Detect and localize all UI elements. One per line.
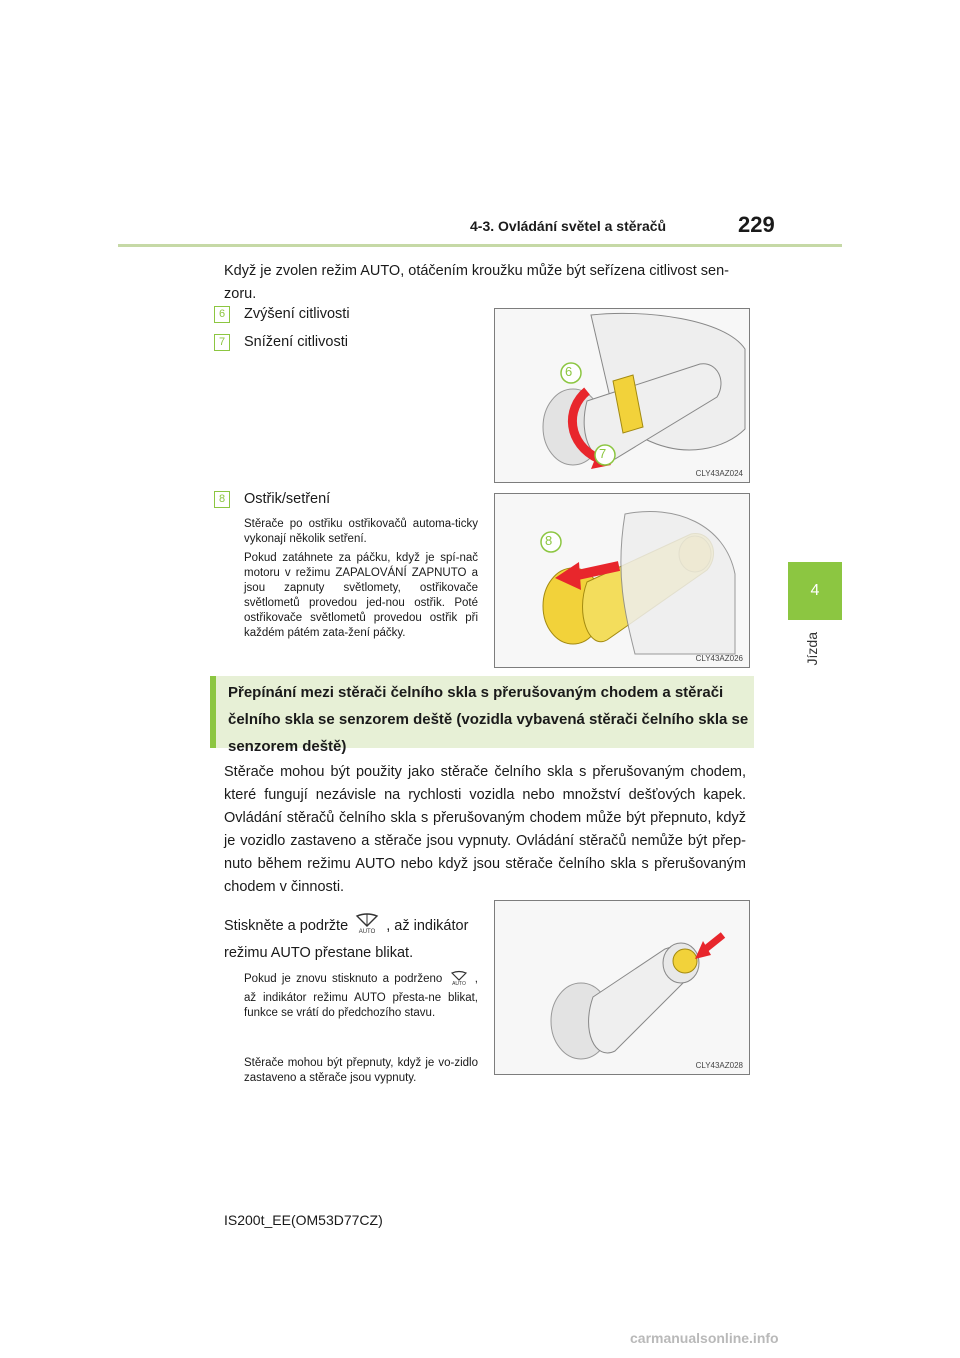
section-title: 4-3. Ovládání světel a stěračů: [470, 218, 667, 234]
press-hold-before: Stiskněte a podržte: [224, 918, 349, 934]
auto-wiper-icon: [352, 912, 382, 942]
note-auto-1-after: , až indikátor režimu AUTO přesta-ne blikat, funkce se vrátí do předchozího stavu.: [244, 973, 478, 1019]
note-wash-2: Pokud zatáhnete za páčku, když je spí-nač motoru v režimu ZAPALOVÁNÍ ZAPNUTO a jsou zapnuty světlomety, ostřikovače světlometů provedou jed-nou ostřik. Poté ostřikovače světlometů provedou ostřik při každém pátém zata-žení páčky.: [244, 552, 478, 639]
figure-callout-6: 6: [565, 364, 573, 379]
item-badge-6: 6: [214, 306, 230, 323]
figure-callout-7: 7: [599, 446, 607, 461]
lever-sensitivity-illustration: [495, 309, 749, 482]
note-auto-1: [244, 970, 478, 1021]
header-rule: [118, 244, 842, 247]
press-hold-after: , až indikátor režimu AUTO přestane blikat.: [224, 918, 469, 961]
document-code: IS200t_EE(OM53D77CZ): [224, 1212, 383, 1228]
callout-box: [210, 676, 754, 755]
chapter-label: Jízda: [804, 632, 820, 666]
body-paragraph: Stěrače mohou být použity jako stěrače čelního skla s přerušovaným chodem, které fungují nezávisle na rychlosti vozidla nebo množství dešťových kapek. Ovládání stěračů čelního skla s přerušovaným chodem může být přepnuto, když je vozidlo zastaveno a stěrače jsou vypnuty. Ovládání stěračů nemůže být přep-nuto během režimu AUTO nebo když jsou stěrače čelního skla s přerušovaným chodem v činnosti.: [224, 764, 746, 895]
figure-code: CLY43AZ024: [695, 469, 743, 478]
note-auto-1-before: Pokud je znovu stisknuto a podrženo: [244, 973, 443, 985]
item-label-6: Zvýšení citlivosti: [244, 306, 350, 322]
auto-wiper-icon-label: AUTO: [451, 981, 466, 986]
note-wash-1: Stěrače po ostřiku ostřikovačů automa-ticky vykonají několik setření.: [244, 518, 478, 545]
callout-title: Přepínání mezi stěrači čelního skla s přerušovaným chodem a stěrači čelního skla se senzorem deště (vozidla vybavená stěrači čelního skla se senzorem deště): [228, 684, 749, 755]
press-hold-instruction: [224, 912, 486, 965]
figure-wash: [494, 493, 750, 668]
watermark: carmanualsonline.info: [630, 1330, 779, 1346]
figure-sensitivity: [494, 308, 750, 483]
chapter-tab: 4: [788, 562, 842, 620]
note-auto-2: Stěrače mohou být přepnuty, když je vo-zidlo zastaveno a stěrače jsou vypnuty.: [244, 1057, 478, 1084]
page-number: 229: [738, 212, 775, 237]
auto-wiper-icon: [448, 970, 470, 991]
item-badge-8: 8: [214, 491, 230, 508]
lever-auto-illustration: [495, 901, 749, 1074]
figure-code: CLY43AZ028: [695, 1061, 743, 1070]
auto-wiper-icon-label: AUTO: [358, 929, 376, 934]
intro-paragraph: Když je zvolen režim AUTO, otáčením kroužku může být seřízena citlivost sen-zoru.: [224, 263, 730, 302]
item-label-7: Snížení citlivosti: [244, 334, 348, 350]
item-badge-7: 7: [214, 334, 230, 351]
figure-code: CLY43AZ026: [695, 654, 743, 663]
item-label-8: Ostřik/setření: [244, 491, 331, 507]
figure-auto-button: [494, 900, 750, 1075]
lever-wash-illustration: [495, 494, 749, 667]
figure-callout-8: 8: [545, 533, 553, 548]
